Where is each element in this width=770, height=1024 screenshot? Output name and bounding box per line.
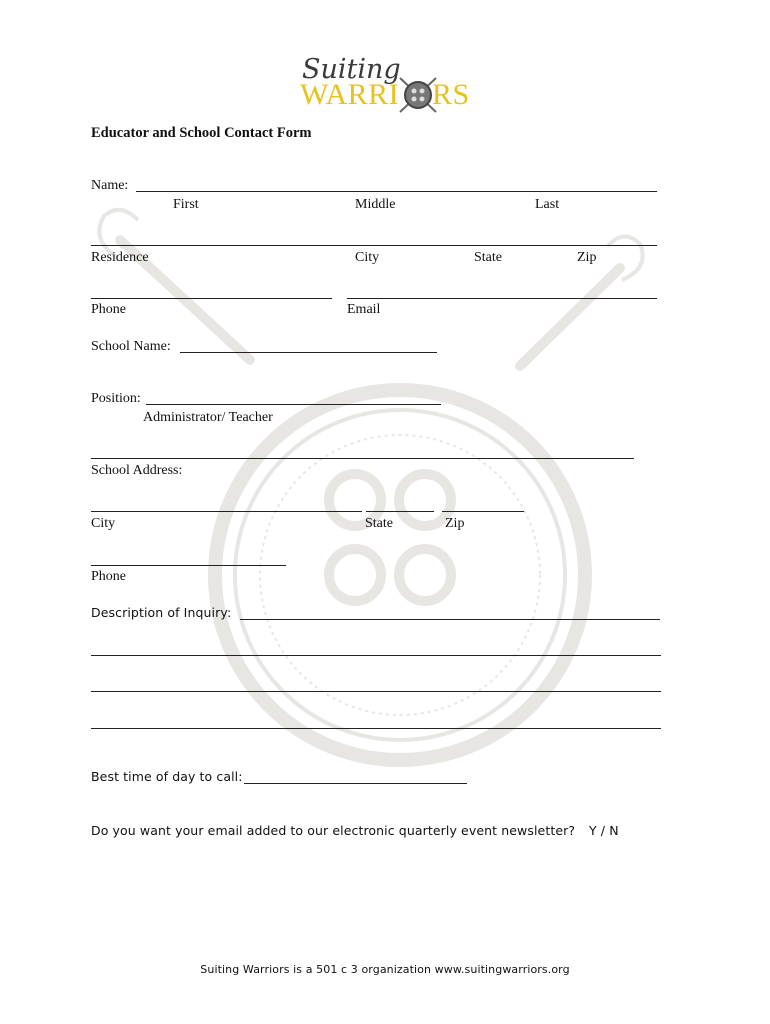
school-state-field[interactable] bbox=[366, 511, 434, 512]
name-field[interactable] bbox=[136, 191, 657, 192]
description-line-2[interactable] bbox=[91, 655, 661, 656]
description-line-4[interactable] bbox=[91, 728, 661, 729]
school-phone-caption: Phone bbox=[91, 569, 126, 584]
middle-name-caption: Middle bbox=[355, 197, 396, 212]
school-name-label: School Name: bbox=[91, 339, 171, 354]
zip-caption: Zip bbox=[577, 250, 597, 265]
position-label: Position: bbox=[91, 391, 141, 406]
school-address-caption: School Address: bbox=[91, 463, 183, 478]
best-time-label: Best time of day to call: bbox=[91, 769, 243, 784]
description-line-3[interactable] bbox=[91, 691, 661, 692]
logo-script-text: Suiting bbox=[302, 54, 401, 85]
first-name-caption: First bbox=[173, 197, 199, 212]
logo-warriors-right: RS bbox=[432, 78, 470, 111]
email-caption: Email bbox=[347, 302, 381, 317]
phone-field[interactable] bbox=[91, 298, 332, 299]
state-caption: State bbox=[474, 250, 502, 265]
school-city-field[interactable] bbox=[91, 511, 362, 512]
form-title: Educator and School Contact Form bbox=[91, 125, 312, 141]
school-state-caption: State bbox=[365, 516, 393, 531]
description-label: Description of Inquiry: bbox=[91, 605, 232, 620]
school-city-caption: City bbox=[91, 516, 116, 531]
footer-text: Suiting Warriors is a 501 c 3 organization www.suitingwarriors.org bbox=[200, 963, 570, 976]
phone-caption: Phone bbox=[91, 302, 126, 317]
right-sword-icon bbox=[520, 268, 620, 366]
best-time-field[interactable] bbox=[244, 783, 467, 784]
newsletter-yes-no[interactable]: Y / N bbox=[589, 823, 619, 838]
school-zip-caption: Zip bbox=[445, 516, 465, 531]
suiting-warriors-logo bbox=[296, 52, 476, 114]
logo-warriors-left: WARRI bbox=[300, 78, 400, 111]
newsletter-question: Do you want your email added to our electronic quarterly event newsletter? bbox=[91, 823, 576, 838]
school-name-field[interactable] bbox=[180, 352, 437, 353]
email-field[interactable] bbox=[347, 298, 657, 299]
residence-caption: Residence bbox=[91, 250, 149, 265]
position-field[interactable] bbox=[146, 404, 441, 405]
school-address-field[interactable] bbox=[91, 458, 634, 459]
school-phone-field[interactable] bbox=[91, 565, 286, 566]
position-hint: Administrator/ Teacher bbox=[143, 410, 273, 425]
school-zip-field[interactable] bbox=[442, 511, 524, 512]
description-line-1[interactable] bbox=[240, 619, 660, 620]
residence-field[interactable] bbox=[91, 245, 657, 246]
name-label: Name: bbox=[91, 178, 129, 193]
last-name-caption: Last bbox=[535, 197, 560, 212]
city-caption: City bbox=[355, 250, 380, 265]
